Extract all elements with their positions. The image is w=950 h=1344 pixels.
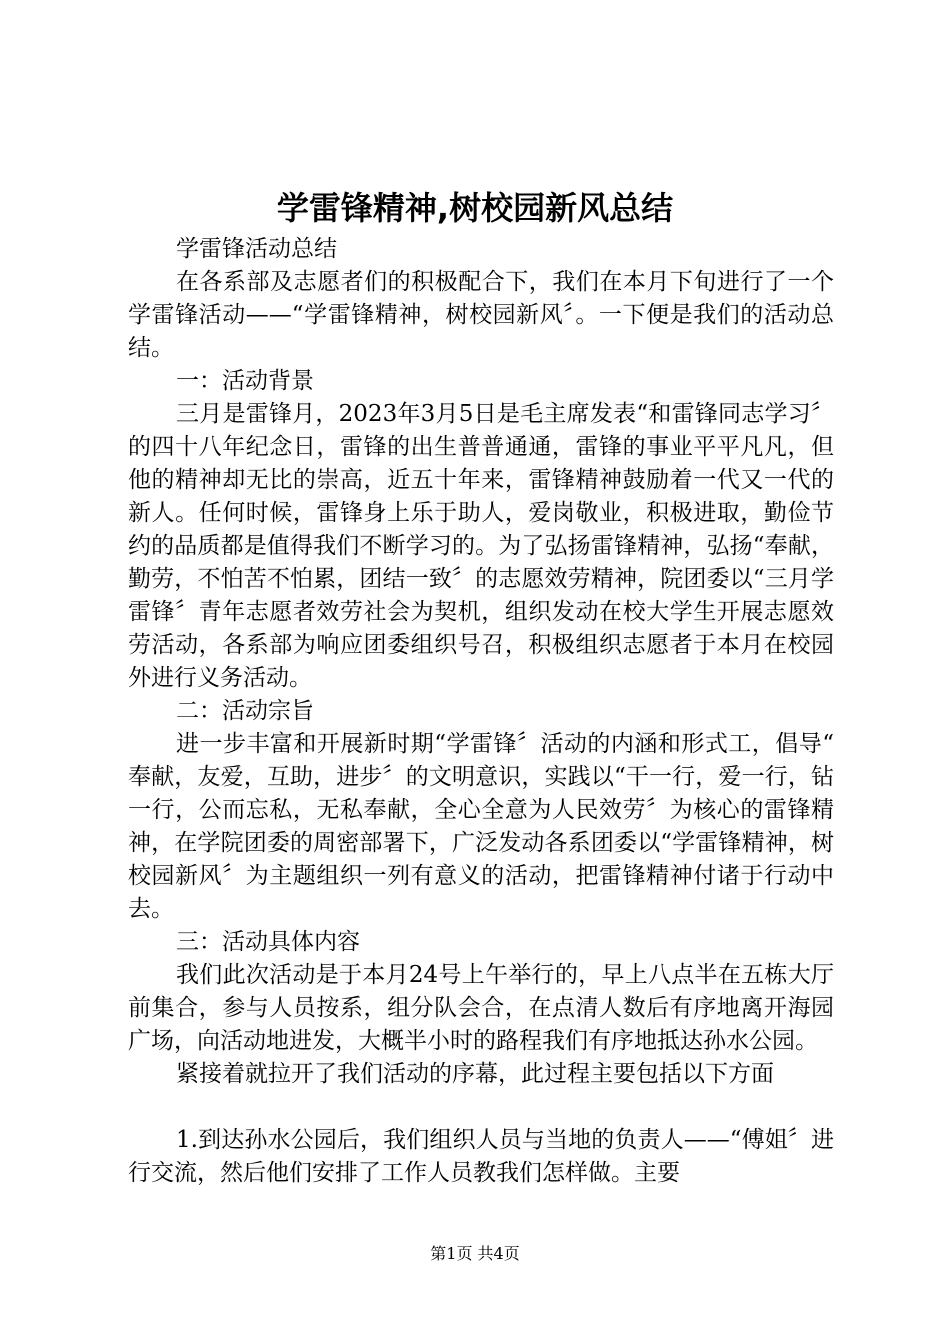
document-title: 学雷锋精神,树校园新风总结 [276,189,674,227]
purpose-paragraph: 进一步丰富和开展新时期“学雷锋〞活动的内涵和形式工，倡导“奉献，友爱，互助，进步〞的文明意识，实践以“干一行，爱一行，钻一行，公而忘私，无私奉献，全心全意为人民效劳〞为核心的雷锋精神，在学院团委的周密部署下，广泛发动各系团委以“学雷锋精神，树校园新风〞为主题组织一列有意义的活动，把雷锋精神付诸于行动中去。 [128,731,834,922]
subtitle-paragraph: 学雷锋活动总结 [176,236,337,262]
section-heading-content: 三：活动具体内容 [176,929,360,955]
intro-paragraph: 在各系部及志愿者们的积极配合下，我们在本月下旬进行了一个学雷锋活动——“学雷锋精神，树校园新风〞。一下便是我们的活动总结。 [128,269,834,361]
content-item-1-paragraph: 1.到达孙水公园后，我们组织人员与当地的负责人——“傅姐〞进行交流，然后他们安排了工作人员教我们怎样做。主要 [128,1127,834,1186]
section-heading-background: 一：活动背景 [176,368,314,394]
page-number-footer: 第1页 共4页 [430,1244,520,1263]
section-heading-purpose: 二：活动宗旨 [176,698,314,724]
background-paragraph: 三月是雷锋月，2023年3月5日是毛主席发表“和雷锋同志学习〞的四十八年纪念日，雷锋的出生普普通通，雷锋的事业平平凡凡，但他的精神却无比的崇高，近五十年来，雷锋精神鼓励着一代又一代的新人。任何时候，雷锋身上乐于助人，爱岗敬业，积极进取，勤俭节约的品质都是值得我们不断学习的。为了弘扬雷锋精神，弘扬“奉献，勤劳，不怕苦不怕累，团结一致〞的志愿效劳精神，院团委以“三月学雷锋〞青年志愿者效劳社会为契机，组织发动在校大学生开展志愿效劳活动，各系部为响应团委组织号召，积极组织志愿者于本月在校园外进行义务活动。 [128,401,834,691]
content-paragraph: 我们此次活动是于本月24号上午举行的，早上八点半在五栋大厅前集合，参与人员按系，组分队会合，在点清人数后有序地离开海园广场，向活动地进发，大概半小时的路程我们有序地抵达孙水公园。 [128,962,834,1054]
document-body [128,233,834,1190]
content-lead-paragraph: 紧接着就拉开了我们活动的序幕，此过程主要包括以下方面 [176,1061,774,1087]
